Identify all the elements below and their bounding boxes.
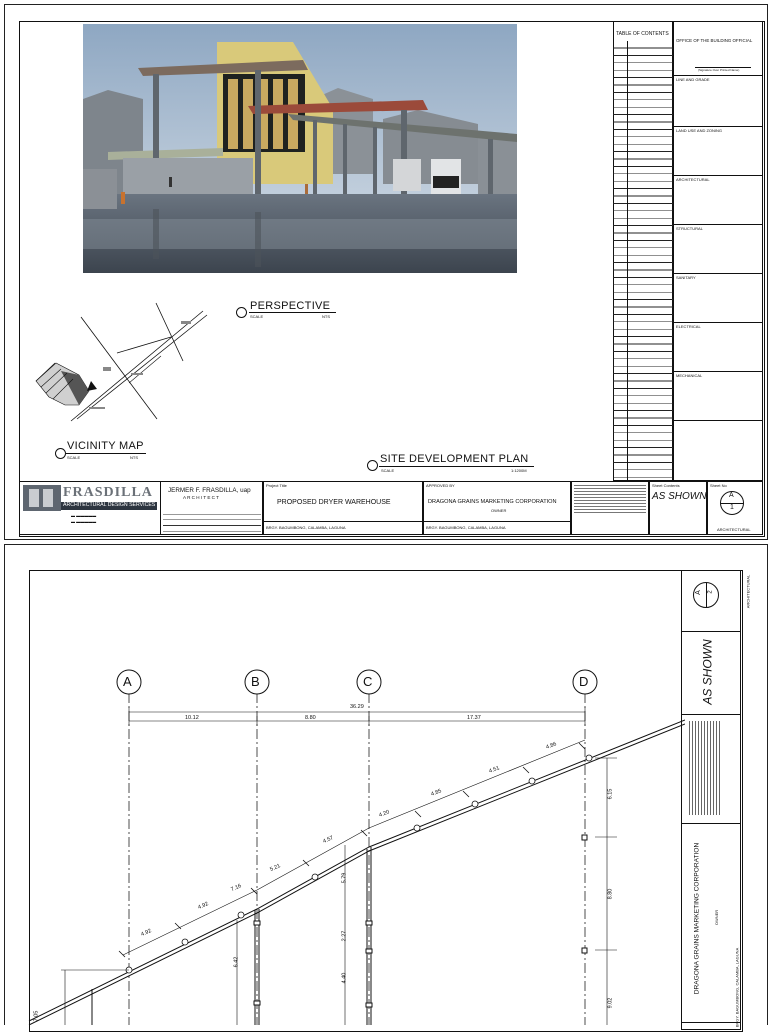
sitedev-scale: SCALE — [381, 468, 395, 473]
review-label-1: LAND USE AND ZONING — [676, 128, 723, 133]
drawing-sheet-1 — [4, 4, 768, 540]
sitedev-marker-icon — [367, 460, 378, 471]
owner-sub: OWNER — [491, 508, 507, 513]
strip-notes-text — [689, 721, 721, 815]
sitedev-scale-value: 1:1200M — [511, 468, 527, 473]
strip-location: BRGY. BAGUMBONG, CALAMBA, LAGUNA — [734, 947, 740, 1028]
perspective-rendering — [83, 24, 517, 273]
review-label-6: MECHANICAL — [676, 373, 703, 378]
dim-right-1: 6.15 — [607, 788, 614, 800]
dim-c-1: 5.79 — [341, 872, 348, 884]
grid-label-d: D — [579, 674, 589, 689]
dim-c-2: 2.27 — [341, 930, 348, 942]
toc-grid — [613, 41, 673, 481]
elevation-drawing — [5, 545, 685, 1025]
dim-slope-1: 4.92 — [140, 928, 153, 938]
review-box-2 — [673, 175, 763, 225]
scale-cell — [649, 481, 707, 535]
strip-owner-name: DRAGONA GRAINS MARKETING CORPORATION — [693, 842, 701, 995]
review-box-4 — [673, 273, 763, 323]
review-box-3 — [673, 224, 763, 274]
strip-sheet-number: 2 — [707, 590, 714, 594]
strip-scale-value: AS SHOWN — [700, 639, 715, 705]
architect-name: JERMER F. FRASDILLA, uap — [168, 487, 251, 494]
dim-slope-8: 4.51 — [488, 765, 501, 775]
owner-label: APPROVED BY — [426, 483, 455, 488]
grid-label-b: B — [251, 674, 260, 689]
vicinity-marker-icon — [55, 448, 66, 459]
strip-sheet-letter: A — [694, 590, 702, 595]
strip-discipline: ARCHITECTURAL — [745, 574, 751, 609]
vicinity-underline — [66, 453, 146, 454]
owner-name: DRAGONA GRAINS MARKETING CORPORATION — [428, 499, 557, 505]
review-label-5: ELECTRICAL — [676, 324, 701, 329]
sheet-letter: A — [729, 492, 734, 499]
sheet-no-label: Sheet No — [710, 483, 727, 488]
sheet-number: 1 — [730, 504, 734, 511]
review-box-6 — [673, 371, 763, 421]
dim-slope-6: 4.20 — [378, 809, 391, 819]
architect-role: A R C H I T E C T — [183, 495, 219, 500]
project-title-label: Project Title — [266, 483, 287, 488]
dim-slope-5: 4.57 — [322, 835, 335, 845]
project-title: PROPOSED DRYER WAREHOUSE — [277, 499, 391, 506]
vicinity-scale-value: NTS — [130, 455, 138, 460]
perspective-scale: SCALE — [250, 314, 264, 319]
dim-slope-3: 7.16 — [230, 883, 243, 893]
dim-right-2: 8.80 — [607, 888, 614, 900]
grid-label-c: C — [363, 674, 373, 689]
vicinity-title: VICINITY MAP — [67, 440, 144, 452]
sheet-discipline: ARCHITECTURAL — [717, 527, 751, 532]
dim-slope-2: 4.92 — [197, 901, 210, 911]
dim-right-3: 9.02 — [607, 997, 614, 1009]
strip-owner-sub: OWNER — [714, 909, 720, 926]
dim-overall: 36.29 — [350, 704, 364, 710]
dim-bay-ab: 10.12 — [185, 715, 199, 721]
review-label-2: ARCHITECTURAL — [676, 177, 710, 182]
perspective-marker-icon — [236, 307, 247, 318]
vicinity-map-drawing — [31, 301, 221, 431]
notes-text — [574, 485, 646, 515]
dim-left: 7.05 — [33, 1010, 40, 1022]
firm-name: FRASDILLA — [63, 485, 153, 500]
dim-b-1: 6.42 — [233, 956, 240, 968]
perspective-underline — [249, 312, 336, 313]
review-box-0 — [673, 75, 763, 127]
dim-slope-9: 4.86 — [545, 741, 558, 751]
strip-owner — [681, 823, 741, 1023]
vicinity-scale: SCALE — [67, 455, 81, 460]
firm-contact-2: ▬ ▬▬▬▬▬ — [71, 519, 97, 524]
dim-slope-7: 4.85 — [430, 788, 443, 798]
dim-bay-bc: 8.80 — [305, 715, 316, 721]
perspective-title: PERSPECTIVE — [250, 300, 331, 312]
firm-contact-1: ▬ ▬▬▬▬▬ — [71, 513, 97, 518]
review-label-4: SANITARY — [676, 275, 696, 280]
dim-c-3: 4.40 — [341, 972, 348, 984]
sitedev-underline — [379, 466, 534, 467]
firm-subtitle: ARCHITECTURAL DESIGN SERVICES — [63, 502, 156, 508]
dim-slope-4: 5.21 — [269, 863, 282, 873]
perspective-scale-value: NTS — [322, 314, 330, 319]
review-label-0: LINE AND GRADE — [676, 77, 710, 82]
toc-divider — [627, 41, 628, 481]
sitedev-title: SITE DEVELOPMENT PLAN — [380, 453, 529, 465]
toc-label: TABLE OF CONTENTS — [616, 31, 669, 37]
office-label: OFFICE OF THE BUILDING OFFICIAL — [676, 38, 753, 43]
dim-bay-cd: 17.37 — [467, 715, 481, 721]
review-box-1 — [673, 126, 763, 176]
scale-label: Sheet Contents — [652, 483, 680, 488]
scale-value: AS SHOWN — [652, 491, 707, 502]
review-label-3: STRUCTURAL — [676, 226, 703, 231]
owner-location: BRGY. BAGUMBONG, CALAMBA, LAGUNA — [426, 525, 506, 530]
project-location: BRGY. BAGUMBONG, CALAMBA, LAGUNA — [266, 525, 346, 530]
grid-label-a: A — [123, 674, 132, 689]
architect-details — [163, 509, 261, 533]
office-signature-caption: (Signature Over Printed Name) — [698, 68, 740, 72]
review-box-5 — [673, 322, 763, 372]
drawing-sheet-2 — [4, 544, 768, 1028]
